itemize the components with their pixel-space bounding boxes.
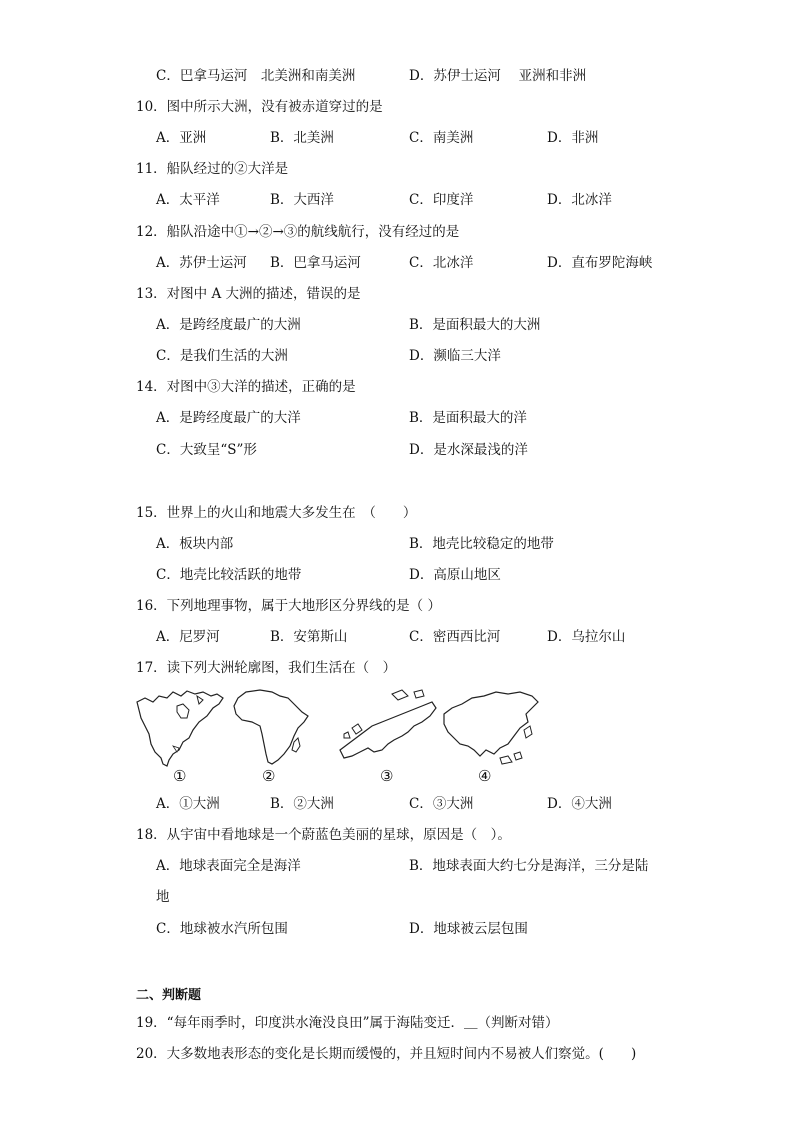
q14-stem: 14．对图中③大洋的描述，正确的是 (136, 379, 356, 395)
q14-option-d[interactable]: D．是水深最浅的洋 (409, 442, 528, 458)
q14-option-a[interactable]: A．是跨经度最广的大洋 (156, 410, 301, 426)
continent-map-africa (232, 688, 312, 768)
q16-stem: 16．下列地理事物，属于大地形区分界线的是（ ） (136, 598, 441, 614)
q11-option-d[interactable]: D．北冰洋 (547, 192, 612, 208)
q17-option-d[interactable]: D．④大洲 (547, 796, 612, 812)
q10-stem: 10．图中所示大洲，没有被赤道穿过的是 (136, 99, 383, 115)
q17-option-c[interactable]: C．③大洲 (409, 796, 474, 812)
q9-option-d[interactable]: D．苏伊士运河 亚洲和非洲 (409, 68, 587, 84)
q11-option-c[interactable]: C．印度洋 (409, 192, 474, 208)
q13-option-a[interactable]: A．是跨经度最广的大洲 (156, 317, 301, 333)
q18-option-d[interactable]: D．地球被云层包围 (409, 921, 528, 937)
q13-stem: 13．对图中 A 大洲的描述，错误的是 (136, 286, 361, 302)
q13-option-c[interactable]: C．是我们生活的大洲 (156, 348, 288, 364)
q11-option-a[interactable]: A．太平洋 (156, 192, 220, 208)
q13-option-b[interactable]: B．是面积最大的大洲 (409, 317, 541, 333)
q17-option-b[interactable]: B．②大洲 (270, 796, 334, 812)
q18-option-b-continued: 地 (156, 889, 170, 905)
q10-option-d[interactable]: D．非洲 (547, 130, 599, 146)
q10-option-a[interactable]: A．亚洲 (156, 130, 207, 146)
q14-option-c[interactable]: C．大致呈“S”形 (156, 442, 257, 458)
q19-stem: 19．“每年雨季时，印度洪水淹没良田”属于海陆变迁．＿（判断对错） (136, 1015, 559, 1031)
q15-option-d[interactable]: D．高原山地区 (409, 567, 501, 583)
continent-map-north-america (133, 688, 229, 768)
map-label-4: ④ (478, 767, 492, 785)
q11-option-b[interactable]: B．大西洋 (270, 192, 334, 208)
q10-option-c[interactable]: C．南美洲 (409, 130, 474, 146)
q15-stem: 15．世界上的火山和地震大多发生在 （ ） (136, 505, 417, 521)
q9-option-c[interactable]: C．巴拿马运河 北美洲和南美洲 (156, 68, 356, 84)
q18-option-a[interactable]: A．地球表面完全是海洋 (156, 858, 301, 874)
continent-map-europe (332, 688, 440, 768)
q17-option-a[interactable]: A．①大洲 (156, 796, 220, 812)
q18-option-b[interactable]: B．地球表面大约七分是海洋，三分是陆 (409, 858, 649, 874)
map-label-3: ③ (380, 767, 394, 785)
q16-option-a[interactable]: A．尼罗河 (156, 629, 220, 645)
continent-map-asia (440, 688, 540, 768)
q13-option-d[interactable]: D．濒临三大洋 (409, 348, 501, 364)
q16-option-c[interactable]: C．密西西比河 (409, 629, 501, 645)
q15-option-c[interactable]: C．地壳比较活跃的地带 (156, 567, 302, 583)
q12-option-a[interactable]: A．苏伊士运河 (156, 255, 247, 271)
section-title-judgement: 二、判断题 (136, 988, 202, 1003)
map-label-1: ① (173, 767, 187, 785)
q16-option-b[interactable]: B．安第斯山 (270, 629, 348, 645)
q12-option-c[interactable]: C．北冰洋 (409, 255, 474, 271)
q11-stem: 11．船队经过的②大洋是 (136, 161, 289, 177)
q12-option-d[interactable]: D．直布罗陀海峡 (547, 255, 653, 271)
q18-option-c[interactable]: C．地球被水汽所包围 (156, 921, 288, 937)
q17-stem: 17．读下列大洲轮廓图，我们生活在（ ） (136, 660, 397, 676)
q15-option-b[interactable]: B．地壳比较稳定的地带 (409, 536, 554, 552)
q10-option-b[interactable]: B．北美洲 (270, 130, 334, 146)
q20-stem: 20．大多数地表形态的变化是长期而缓慢的，并且短时间内不易被人们察觉。( ) (136, 1046, 637, 1062)
q12-option-b[interactable]: B．巴拿马运河 (270, 255, 361, 271)
q15-option-a[interactable]: A．板块内部 (156, 536, 234, 552)
q16-option-d[interactable]: D．乌拉尔山 (547, 629, 626, 645)
q14-option-b[interactable]: B．是面积最大的洋 (409, 410, 527, 426)
q12-stem: 12．船队沿途中①→②→③的航线航行，没有经过的是 (136, 224, 460, 240)
map-label-2: ② (262, 767, 276, 785)
q18-stem: 18．从宇宙中看地球是一个蔚蓝色美丽的星球，原因是（ ）。 (136, 827, 511, 843)
